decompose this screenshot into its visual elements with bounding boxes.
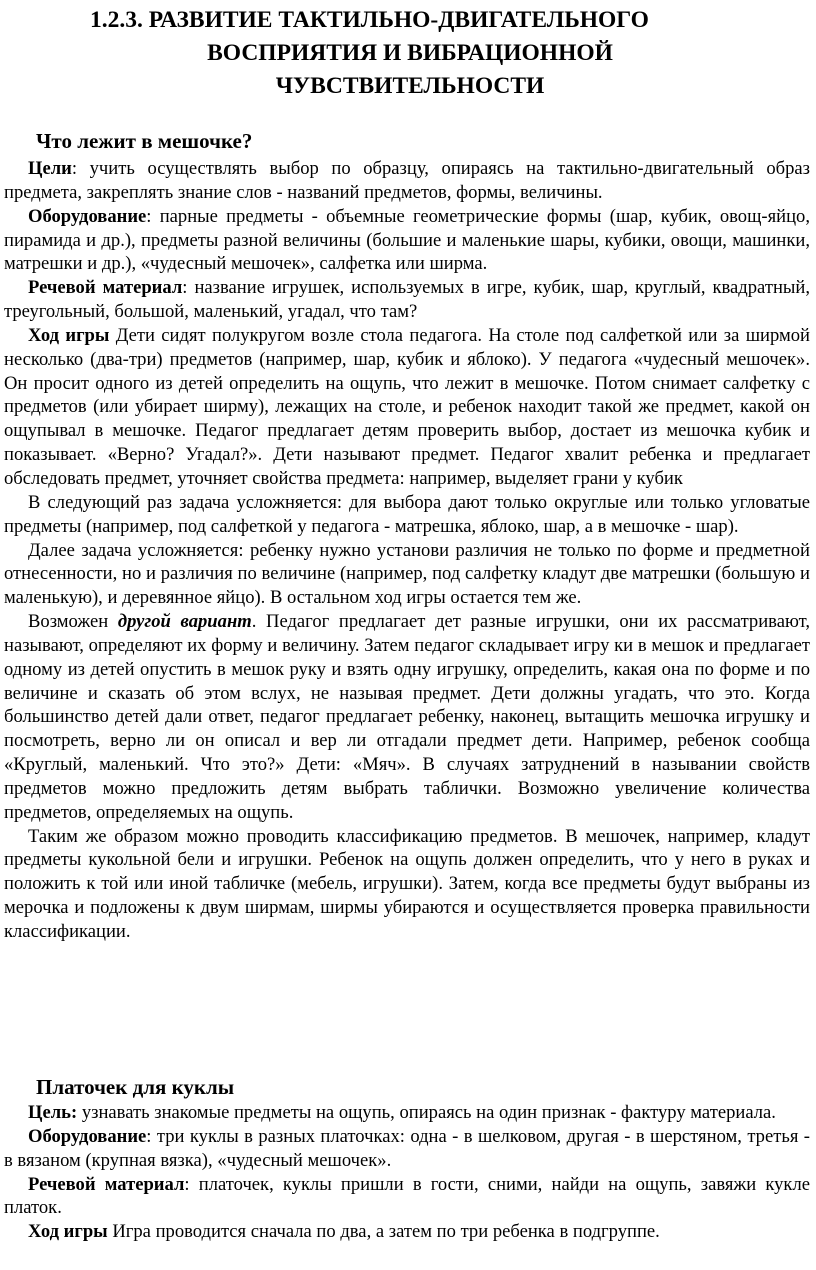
- chapter-heading: [60, 4, 760, 103]
- game-1-course: [4, 324, 810, 491]
- course-label: Ход игры: [28, 324, 110, 346]
- equipment-text: : парные предметы - объемные геометрические формы (шар, кубик, овощ-яйцо, пирамида и др.), предметы разной величины (большие и маленькие шары, кубики, овощи, машинки, матрешки и др.), «чудесный мешочек», салфетка или ширма.: [4, 205, 810, 275]
- course-text: Игра проводится сначала по два, а затем по три ребенка в подгруппе.: [107, 1221, 660, 1243]
- game-2-course: [4, 1220, 810, 1244]
- heading-line-2: ВОСПРИЯТИЯ И ВИБРАЦИОННОЙ: [207, 40, 613, 66]
- game-1-title: Что лежит в мешочке?: [36, 129, 253, 153]
- game-1-speech: [4, 276, 810, 324]
- game-1-equipment: [4, 205, 810, 277]
- game-1-body: [4, 157, 810, 944]
- heading-line-3: ЧУВСТВИТЕЛЬНОСТИ: [275, 73, 545, 99]
- para4-start: Возможен: [28, 611, 118, 633]
- para4-rest: . Педагог предлагает дет разные игрушки, они их рассматривают, называют, определяют их форму и величину. Затем педагог складывает игру ки в мешок и предлагает одному из детей опустить в мешок руку и взять одну игрушку, определить, какая она по форме и по величине и сказать об этом вслух, не называя предмет. Дети должны угадать, что это. Когда большинство детей дали ответ, педагог предлагает ребенку, наконец, вытащить мешочка игрушку и посмотреть, верно ли он описал и вер ли отгадали предмет дети. Например, ребенок сообща «Круглый, маленький. Что это?» Дети: «Мяч». В случаях затруднений в назывании свойств предметов можно предложить детям выбрать таблички. Возможно увеличение количества предметов, определяемых на ощупь.: [4, 611, 810, 823]
- game-2-speech: [4, 1173, 810, 1221]
- equipment-text: : три куклы в разных платочках: одна - в шелковом, другая - в шерстяном, третья - в вязаном (крупная вязка), «чудесный мешочек».: [4, 1125, 810, 1171]
- course-text: Дети сидят полукругом возле стола педагога. На столе под салфеткой или за ширмой несколько (два-три) предметов (например, шар, кубик и яблоко). У педагога «чудесный мешочек». Он просит одного из детей определить на ощупь, что лежит в мешочке. Потом снимает салфетку с предметов (или убирает ширму), лежащих на столе, и ребенок находит такой же предмет, какой он ощупывал в мешочке. Педагог предлагает детям проверить выбор, достает из мешочка кубик и показывает. «Верно? Угадал?». Дети называют предмет. Педагог хвалит ребенка и предлагает обследовать предмет, уточняет свойства предмета: например, выделяет грани у кубик: [4, 324, 810, 489]
- speech-text: : название игрушек, используемых в игре, кубик, шар, круглый, квадратный, треугольный, большой, маленький, угадал, что там?: [4, 277, 810, 323]
- game-2-equipment: [4, 1125, 810, 1173]
- equipment-label: Оборудование: [28, 1125, 147, 1147]
- game-2-body: [4, 1101, 810, 1244]
- speech-text: : платочек, куклы пришли в гости, сними, найди на ощупь, завяжи кукле платок.: [4, 1173, 810, 1219]
- speech-label: Речевой материал: [28, 1173, 185, 1195]
- game-1-paragraph-4: [4, 610, 810, 825]
- game-1-goal: [4, 157, 810, 205]
- goal-text: узнавать знакомые предметы на ощупь, опираясь на один признак - фактуру материала.: [77, 1102, 776, 1123]
- game-1-paragraph-5: Таким же образом можно проводить классификацию предметов. В мешочек, например, кладут предметы кукольной бели и игрушки. Ребенок на ощупь должен определить, что у него в руках и положить к той или иной табличке (мебель, игрушки). Затем, когда все предметы будут выбраны из мерочка и подложены к двум ширмам, ширмы убираются и осуществляется проверка правильности классификации.: [4, 825, 810, 942]
- equipment-label: Оборудование: [28, 205, 147, 227]
- game-1-paragraph-2: В следующий раз задача усложняется: для выбора дают только округлые или только угловатые предметы (например, под салфеткой у педагога - матрешка, яблоко, шар, а в мешочке - шар).: [4, 491, 810, 537]
- goal-text: : учить осуществлять выбор по образцу, опираясь на тактильно-двигательный образ предмета, закреплять знание слов - названий предметов, формы, величины.: [4, 158, 810, 203]
- goal-label: Цель:: [28, 1102, 78, 1123]
- speech-label: Речевой материал: [28, 277, 183, 299]
- course-label: Ход игры: [28, 1221, 108, 1243]
- game-2-title: Платочек для куклы: [36, 1075, 235, 1099]
- goal-label: Цели: [28, 158, 72, 179]
- other-variant-emphasis: другой вариант: [117, 611, 252, 633]
- heading-line-1: 1.2.3. РАЗВИТИЕ ТАКТИЛЬНО-ДВИГАТЕЛЬНОГО: [90, 7, 649, 33]
- game-2-goal: [4, 1101, 810, 1125]
- game-1-paragraph-3: Далее задача усложняется: ребенку нужно установи различия не только по форме и предметной отнесенности, но и различия по величине (например, под салфетку кладут две матрешки (большую и маленькую), и деревянное яйцо). В остальном ход игры остается тем же.: [4, 539, 810, 609]
